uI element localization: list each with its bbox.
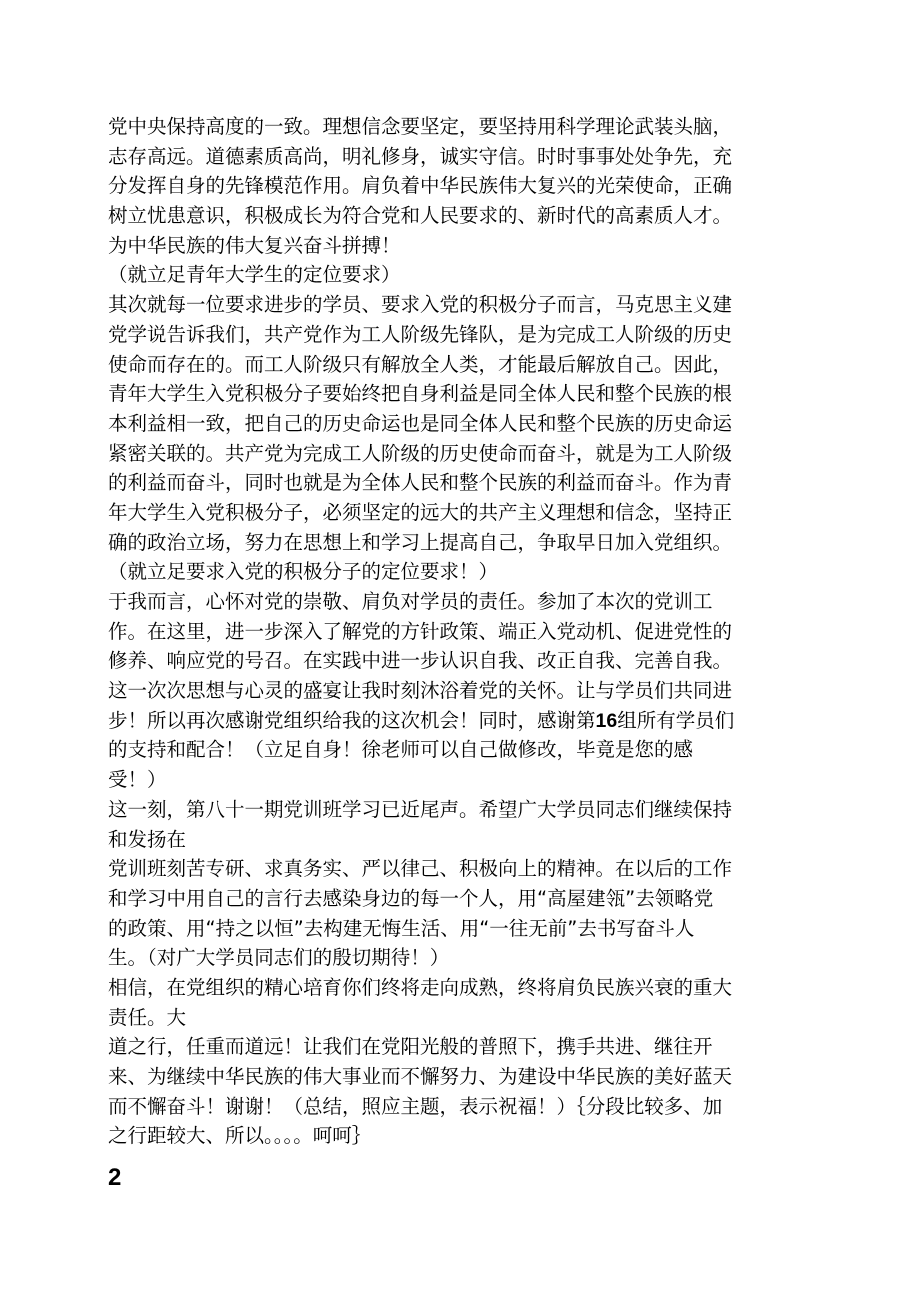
group-number: 16: [595, 709, 618, 732]
text-line: [108, 706, 820, 736]
text-line: 紧密关联的。共产党为完成工人阶级的历史使命而奋斗，就是为工人阶级: [108, 441, 733, 465]
text-line: （就立足要求入党的积极分子的定位要求！）: [108, 560, 499, 584]
text-line: 于我而言，心怀对党的崇敬、肩负对学员的责任。参加了本次的党训工: [108, 590, 713, 613]
text-line: 和学习中用自己的言行去感染身边的每一个人，用“高屋建瓴”去领略党: [108, 886, 714, 910]
text-line: 党学说告诉我们，共产党作为工人阶级先锋队，是为完成工人阶级的历史: [108, 322, 733, 346]
text-line: 党中央保持高度的一致。理想信念要坚定，要坚持用科学理论武装头脑，: [108, 115, 733, 138]
text-line: （就立足青年大学生的定位要求）: [108, 263, 401, 287]
text-line: 年大学生入党积极分子，必须坚定的远大的共产主义理想和信念，坚持正: [108, 500, 733, 524]
text-line: 青年大学生入党积极分子要始终把自身利益是同全体人民和整个民族的根: [108, 382, 733, 406]
text-line: 作。在这里，进一步深入了解党的方针政策、端正入党动机、促进党性的: [108, 619, 733, 643]
text-line: 修养、响应党的号召。在实践中进一步认识自我、改正自我、完善自我。: [108, 649, 733, 673]
text-line: 分发挥自身的先锋模范作用。肩负着中华民族伟大复兴的光荣使命，正确: [108, 174, 733, 198]
text-line: 志存高远。道德素质高尚，明礼修身，诚实守信。时时事事处处争先，充: [108, 144, 733, 168]
text-line: 之行距较大、所以。。。。呵呵｝: [108, 1124, 372, 1148]
text-line: 来、为继续中华民族的伟大事业而不懈努力、为建设中华民族的美好蓝天: [108, 1065, 733, 1088]
text-line: 相信，在党组织的精心培育你们终将走向成熟，终将肩负民族兴衰的重大: [108, 975, 733, 999]
page-number: 2: [108, 1164, 122, 1191]
text-line: 使命而存在的。而工人阶级只有解放全人类，才能最后解放自己。因此，: [108, 352, 733, 376]
text-line: 这一刻，第八十一期党训班学习已近尾声。希望广大学员同志们继续保持: [108, 797, 733, 821]
text-line: 和发扬在: [108, 827, 187, 851]
text-line: 为中华民族的伟大复兴奋斗拼搏！: [108, 233, 401, 257]
text-line: 生。（对广大学员同志们的殷切期待！）: [108, 946, 450, 970]
text-line: 而不懈奋斗！谢谢！（总结，照应主题，表示祝福！）｛分段比较多、加: [108, 1094, 723, 1118]
text-line: 的利益而奋斗，同时也就是为全体人民和整个民族的利益而奋斗。作为青: [108, 471, 733, 495]
text-line: 这一次次思想与心灵的盛宴让我时刻沐浴着党的关怀。让与学员们共同进: [108, 679, 733, 703]
text-line: 党训班刻苦专研、求真务实、严以律己、积极向上的精神。在以后的工作: [108, 857, 733, 881]
text-segment: 组所有学员们: [617, 708, 735, 732]
text-line: 的支持和配合！（立足自身！徐老师可以自己做修改，毕竟是您的感: [108, 738, 694, 762]
text-line: 本利益相一致，把自己的历史命运也是同全体人民和整个民族的历史命运: [108, 411, 733, 435]
text-line: 责任。大: [108, 1005, 187, 1029]
text-line: 树立忧患意识，积极成长为符合党和人民要求的、新时代的高素质人才。: [108, 204, 733, 228]
text-line: 道之行，任重而道远！让我们在党阳光般的普照下，携手共进、继往开: [108, 1035, 713, 1059]
text-line: 受！）: [108, 768, 167, 792]
body-text: [108, 112, 820, 1151]
text-line: 确的政治立场，努力在思想上和学习上提高自己，争取早日加入党组织。: [108, 530, 733, 554]
text-line: 其次就每一位要求进步的学员、要求入党的积极分子而言，马克思主义建: [108, 293, 733, 317]
text-segment: 步！所以再次感谢党组织给我的这次机会！同时，感谢第: [108, 708, 596, 732]
text-line: 的政策、用“持之以恒”去构建无悔生活、用“一往无前”去书写奋斗人: [108, 916, 695, 940]
